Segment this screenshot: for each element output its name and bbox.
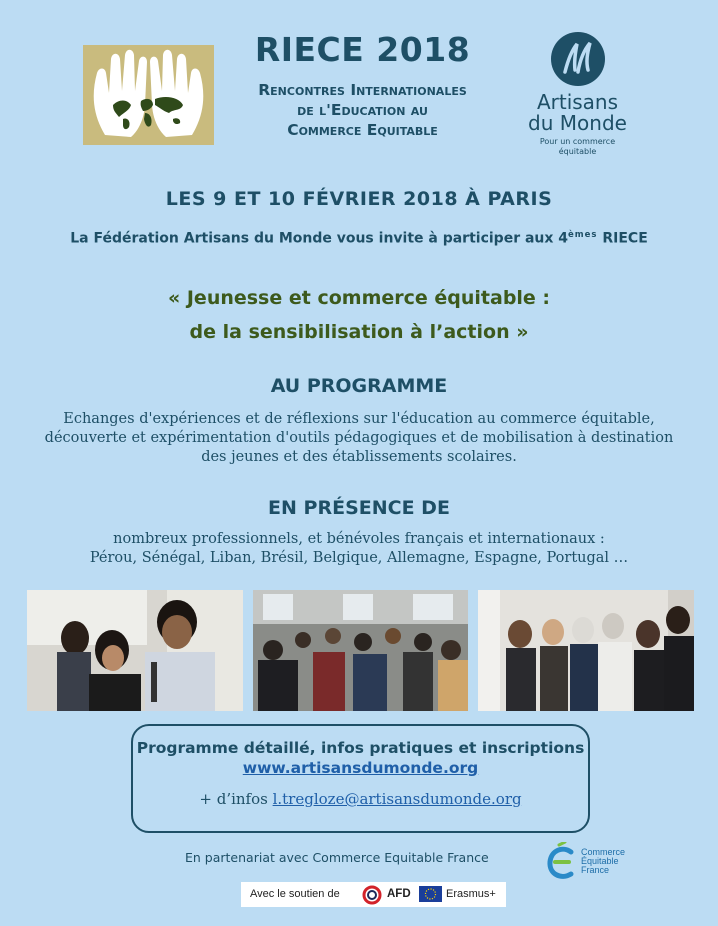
invite-main: La Fédération Artisans du Monde vous invite à participer aux 4 xyxy=(70,230,569,247)
invite-ordinal: èmes xyxy=(568,230,598,240)
programme-line: découverte et expérimentation d'outils pédagogiques et de mobilisation à destination xyxy=(44,430,674,446)
erasmus-label: Erasmus+ xyxy=(446,888,496,900)
partner-text: En partenariat avec Commerce Equitable France xyxy=(185,850,489,865)
event-subtitle xyxy=(215,80,510,140)
contact-line xyxy=(133,790,588,808)
org-name-line2: du Monde xyxy=(528,111,627,135)
org-name-line1: Artisans xyxy=(536,90,619,114)
artisans-du-monde-logo xyxy=(520,30,635,165)
info-heading: Programme détaillé, infos pratiques et inscriptions xyxy=(136,739,585,757)
event-date: LES 9 ET 10 FÉVRIER 2018 À PARIS xyxy=(165,188,553,210)
programme-heading: AU PROGRAMME xyxy=(270,375,448,397)
photo-participants-2 xyxy=(253,590,468,711)
subtitle-line: Commerce Equitable xyxy=(287,121,438,139)
email-link[interactable]: l.tregloze@artisansdumonde.org xyxy=(272,790,522,808)
programme-line: Echanges d'expériences et de réflexions sur l'éducation au commerce équitable, xyxy=(63,411,655,427)
afd-label: AFD xyxy=(387,888,411,900)
eu-flag-icon xyxy=(419,886,442,902)
org-tagline-line1: Pour un commerce xyxy=(539,137,616,146)
theme-line: de la sensibilisation à l’action » xyxy=(189,321,529,343)
info-box xyxy=(131,724,590,833)
event-theme xyxy=(0,281,718,349)
support-banner xyxy=(241,882,506,907)
afd-logo-icon xyxy=(361,885,383,905)
programme-text xyxy=(20,410,698,467)
presence-text xyxy=(20,530,698,568)
presence-line: nombreux professionnels, et bénévoles français et internationaux : xyxy=(113,531,605,547)
contact-prefix: + d’infos xyxy=(199,790,273,808)
event-title: RIECE 2018 xyxy=(254,30,471,69)
support-label: Avec le soutien de xyxy=(250,888,340,900)
programme-line: des jeunes et des établissements scolaires. xyxy=(201,449,517,465)
cef-line: Commerce xyxy=(581,847,626,857)
hands-globe-icon xyxy=(83,45,214,145)
subtitle-line: de l'Education au xyxy=(297,101,428,119)
theme-line: « Jeunesse et commerce équitable : xyxy=(167,287,551,309)
invite-text xyxy=(0,230,718,247)
photo-participants-3 xyxy=(478,590,694,711)
adm-emblem-icon xyxy=(548,30,608,88)
photo-participants-1 xyxy=(27,590,243,711)
subtitle-line: Rencontres Internationales xyxy=(258,81,467,99)
cef-line: Équitable xyxy=(581,856,619,866)
website-link[interactable]: www.artisansdumonde.org xyxy=(242,759,479,777)
invite-suffix: RIECE xyxy=(597,230,648,247)
presence-line: Pérou, Sénégal, Liban, Brésil, Belgique, Allemagne, Espagne, Portugal … xyxy=(89,550,629,566)
presence-heading: EN PRÉSENCE DE xyxy=(268,497,450,519)
cef-line: France xyxy=(581,865,610,875)
riece-hands-logo xyxy=(83,45,214,145)
cef-emblem-icon xyxy=(545,842,579,882)
org-tagline-line2: équitable xyxy=(558,147,597,156)
commerce-equitable-france-logo xyxy=(545,842,635,882)
